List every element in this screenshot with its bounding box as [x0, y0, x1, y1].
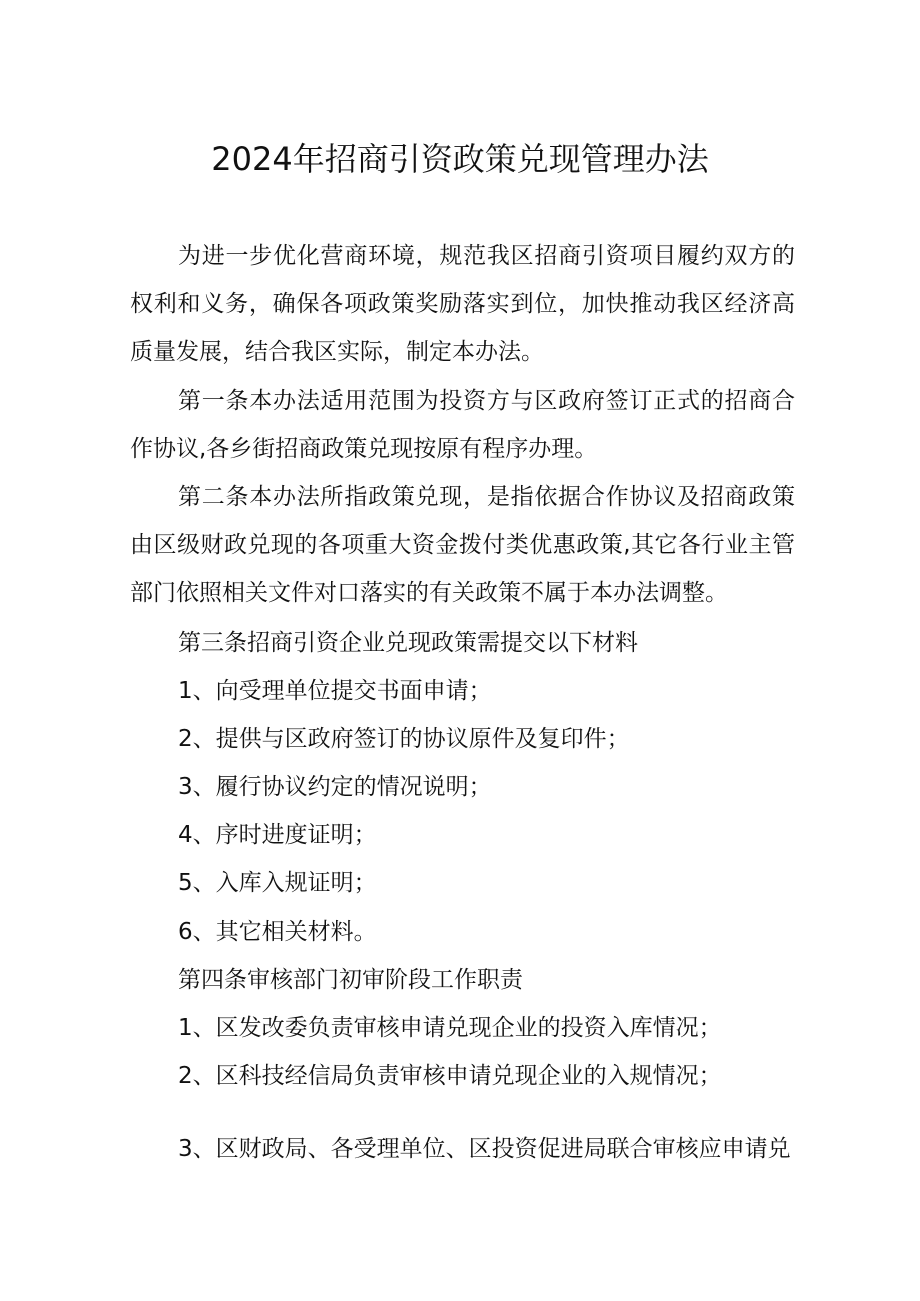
article-3-item: 5、入库入规证明；	[178, 870, 377, 896]
intro-paragraph: 为进一步优化营商环境，规范我区招商引资项目履约双方的权利和义务，确保各项政策奖励落实到位，加快推动我区经济高质量发展，结合我区实际，制定本办法。	[130, 243, 795, 365]
article-2-paragraph: 第二条本办法所指政策兑现，是指依据合作协议及招商政策由区级财政兑现的各项重大资金拨付类优惠政策,其它各行业主管部门依照相关文件对口落实的有关政策不属于本办法调整。	[130, 484, 795, 606]
article-3-item: 3、履行协议约定的情况说明；	[178, 774, 492, 800]
article-3-item: 4、序时进度证明；	[178, 822, 377, 848]
article-4-item: 3、区财政局、各受理单位、区投资促进局联合审核应申请兑	[178, 1136, 791, 1162]
article-3-item: 2、提供与区政府签订的协议原件及复印件；	[178, 726, 630, 752]
article-3-heading: 第三条招商引资企业兑现政策需提交以下材料	[178, 630, 638, 656]
document-title: 2024年招商引资政策兑现管理办法	[211, 140, 709, 178]
article-4-item: 2、区科技经信局负责审核申请兑现企业的入规情况；	[178, 1063, 722, 1089]
article-3-item: 6、其它相关材料。	[178, 919, 377, 945]
article-4-item: 1、区发改委负责审核申请兑现企业的投资入库情况；	[178, 1015, 722, 1041]
article-4-heading: 第四条审核部门初审阶段工作职责	[178, 967, 523, 993]
article-3-item: 1、向受理单位提交书面申请；	[178, 678, 492, 704]
article-1-paragraph: 第一条本办法适用范围为投资方与区政府签订正式的招商合作协议,各乡街招商政策兑现按原有程序办理。	[130, 388, 795, 462]
